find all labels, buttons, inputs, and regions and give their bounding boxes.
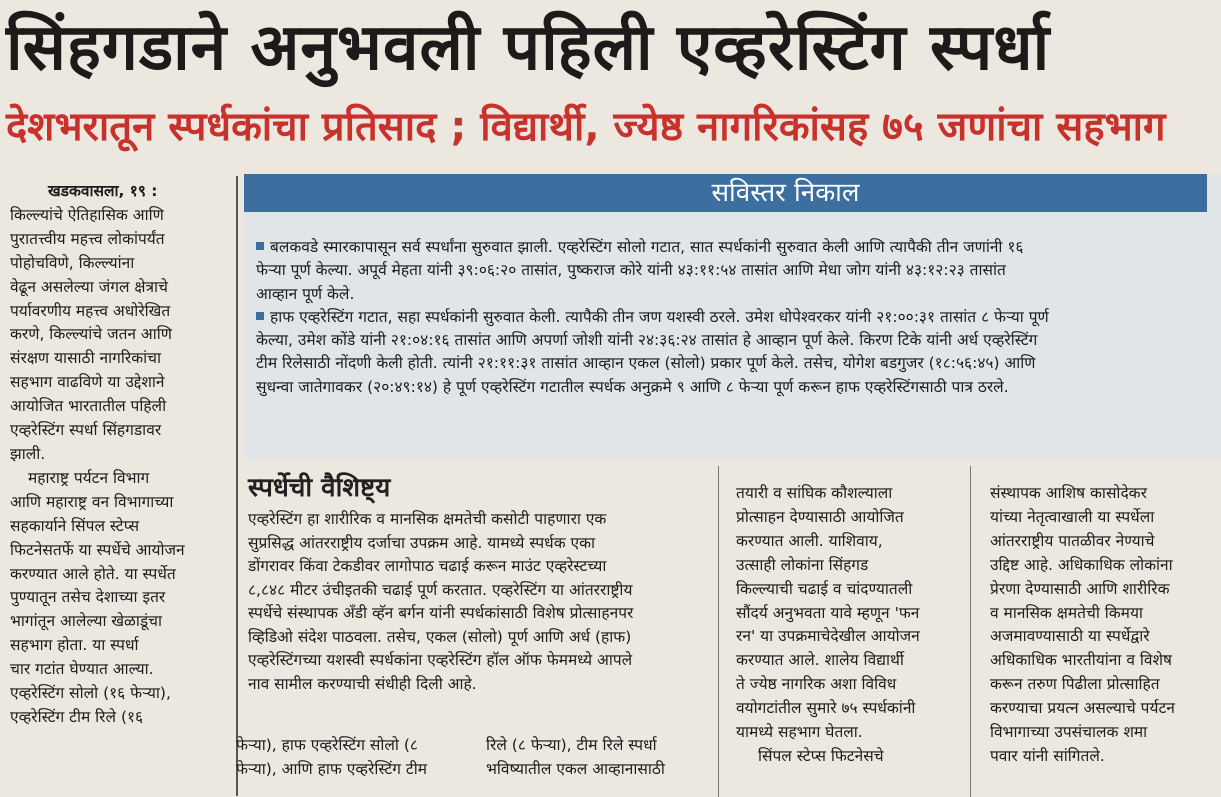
body-line: भविष्यातील एकल आव्हानासाठी: [486, 759, 665, 778]
headline: सिंहगडाने अनुभवली पहिली एव्हरेस्टिंग स्पर्धा: [6, 11, 1051, 85]
bottom-column-a: [236, 734, 456, 782]
body-line: फेऱ्या), हाफ एव्हरेस्टिंग सोलो (८: [236, 736, 418, 754]
results-line: टीम रिलेसाठी नोंदणी केली होती. त्यांनी २१:११:३१ तासांत आव्हान एकल (सोलो) प्रकार पूर्ण केले. तसेच, योगेश बडगुजर (१८:५६:४५) आणि: [256, 354, 1036, 373]
body-line: चार गटांत घेण्यात आल्या.: [10, 660, 154, 679]
body-line: रन' या उपक्रमाचेदेखील आयोजन: [736, 627, 920, 646]
subheadline: देशभरातून स्पर्धकांचा प्रतिसाद ; विद्यार्थी, ज्येष्ठ नागरिकांसह ७५ जणांचा सहभाग: [6, 104, 1166, 150]
left-column: [10, 180, 226, 730]
feature-line: स्पर्धेचे संस्थापक अँडी व्हॅन बर्गन यांनी स्पर्धकांसाठी विशेष प्रोत्साहनपर: [248, 604, 634, 622]
body-line: संस्थापक आशिष कासोदेकर: [990, 484, 1147, 502]
body-line: एव्हरेस्टिंग टीम रिले (१६: [10, 707, 144, 726]
body-line: आंतरराष्ट्रीय पातळीवर नेण्याचे: [990, 531, 1155, 550]
column-divider: [970, 466, 971, 797]
results-line: बलकवडे स्मारकापासून सर्व स्पर्धांना सुरुवात झाली. एव्हरेस्टिंग सोलो गटात, सात स्पर्धकांनी सुरुवात केली आणि त्यापैकी तीन जणांनी १६: [256, 236, 1186, 259]
body-line: रिले (८ फेऱ्या), टीम रिले स्पर्धा: [486, 736, 657, 754]
body-line: तयारी व सांघिक कौशल्याला: [736, 484, 893, 502]
body-line: वयोगटांतील सुमारे ७५ स्पर्धकांनी: [736, 699, 916, 718]
body-line: ते ज्येष्ठ नागरिक अशा विविध: [736, 675, 897, 694]
body-line: यांच्या नेतृत्वाखाली या स्पर्धेला: [990, 507, 1155, 526]
feature-line: व्हिडिओ संदेश पाठवला. तसेच, एकल (सोलो) पूर्ण आणि अर्ध (हाफ): [248, 627, 632, 646]
body-line: भागांतून आलेल्या खेळाडूंचा: [10, 612, 163, 631]
body-line: व मानसिक क्षमतेची किमया: [990, 603, 1143, 622]
body-line: यामध्ये सहभाग घेतला.: [736, 723, 863, 742]
column-divider: [718, 466, 719, 797]
body-line: संरक्षण यासाठी नागरिकांचा: [10, 349, 161, 368]
column-divider: [236, 176, 238, 796]
body-line: पुण्यातून तसेच देशाच्या इतर: [10, 588, 166, 607]
results-line: आव्हान पूर्ण केले.: [256, 284, 355, 303]
results-box-body: [256, 236, 1186, 399]
body-line: पर्यावरणीय महत्त्व अधोरेखित: [10, 301, 171, 320]
body-line: विभागाच्या उपसंचालक शमा: [990, 723, 1148, 742]
body-line: पवार यांनी सांगितले.: [990, 746, 1105, 765]
feature-line: ८,८४८ मीटर उंचीइतकी चढाई पूर्ण करतात. एव्हरेस्टिंग या आंतरराष्ट्रीय: [248, 580, 633, 599]
feature-line: एव्हरेस्टिंगच्या यशस्वी स्पर्धकांना एव्हरेस्टिंग हॉल ऑफ फेममध्ये आपले: [248, 651, 633, 669]
body-line: किल्ल्याची चढाई व चांदण्यातली: [736, 579, 913, 598]
bullet-square-icon: [256, 242, 264, 250]
body-line: करण्यात आले. शालेय विद्यार्थी: [736, 651, 904, 670]
results-line: हाफ एव्हरेस्टिंग गटात, सहा स्पर्धकांनी सुरुवात केली. त्यापैकी तीन जण यशस्वी ठरले. उमेश धोपेश्वरकर यांनी २१:००:३१ तासांत ८ फेऱ्या पूर्ण: [256, 306, 1186, 329]
feature-line: नाव सामील करण्याची संधीही दिली आहे.: [248, 674, 477, 693]
body-line: झाली.: [10, 444, 46, 463]
dateline: खडकवासला, १९ :: [48, 182, 158, 200]
results-line: सुधन्वा जातेगावकर (२०:४९:१४) हे पूर्ण एव्हरेस्टिंग गटातील स्पर्धक अनुक्रमे ९ आणि ८ फेऱ्या पूर्ण करून हाफ एव्हरेस्टिंगसाठी पात्र ठरले.: [256, 377, 1009, 396]
body-line: सहभाग होता. या स्पर्धा: [10, 636, 139, 655]
results-line: केल्या, उमेश कोंडे यांनी २१:०४:१६ तासांत आणि अपर्णा जोशी यांनी २४:३६:२४ तासांत हे आव्हान पूर्ण केले. किरण टिके यांनी अर्ध एव्हरेस्टिंग: [256, 331, 1038, 350]
body-line: करण्यात आली. याशिवाय,: [736, 531, 883, 550]
body-line: प्रोत्साहन देण्यासाठी आयोजित: [736, 507, 904, 526]
body-line: सहकार्याने सिंपल स्टेप्स: [10, 516, 140, 535]
body-line: पोहोचविणे, किल्ल्यांना: [10, 253, 135, 272]
results-line: फेऱ्या पूर्ण केल्या. अपूर्व मेहता यांनी ३९:०६:२० तासांत, पुष्कराज कोरे यांनी ४३:११:५४ तासांत आणि मेधा जोग यांनी ४३:१२:२३ तासांत: [256, 261, 1006, 280]
body-line: किल्ल्यांचे ऐतिहासिक आणि: [10, 205, 164, 224]
feature-body: [248, 508, 688, 696]
results-box-title: सविस्तर निकाल: [244, 174, 1207, 212]
body-line: सौंदर्य अनुभवता यावे म्हणून 'फन: [736, 603, 920, 622]
body-line: उत्साही लोकांना सिंहगड: [736, 555, 869, 574]
body-line: पुरातत्त्वीय महत्त्व लोकांपर्यंत: [10, 229, 165, 248]
body-line: प्रेरणा देण्यासाठी आणि शारीरिक: [990, 579, 1170, 598]
body-line: एव्हरेस्टिंग सोलो (१६ फेऱ्या),: [10, 684, 171, 703]
bullet-square-icon: [256, 312, 264, 320]
body-line: सहभाग वाढविणे या उद्देशाने: [10, 373, 165, 392]
body-line: अजमावण्यासाठी या स्पर्धेद्वारे: [990, 627, 1150, 646]
body-line: आणि महाराष्ट्र वन विभागाच्या: [10, 492, 174, 511]
body-line: अधिकाधिक भारतीयांना व विशेष: [990, 651, 1173, 670]
body-line: महाराष्ट्र पर्यटन विभाग: [28, 468, 150, 487]
body-line: उद्दिष्ट आहे. अधिकाधिक लोकांना: [990, 555, 1173, 574]
column-four: [990, 482, 1221, 769]
body-line: आयोजित भारतातील पहिली: [10, 397, 167, 416]
body-line: एव्हरेस्टिंग स्पर्धा सिंहगडावर: [10, 421, 162, 440]
feature-line: डोंगरावर किंवा टेकडीवर लागोपाठ चढाई करून माउंट एव्हरेस्टच्या: [248, 557, 607, 575]
body-line: वेढून असलेल्या जंगल क्षेत्राचे: [10, 277, 168, 296]
body-line: करण्यात आले होते. या स्पर्धेत: [10, 564, 176, 583]
body-line: सिंपल स्टेप्स फिटनेसचे: [758, 746, 884, 765]
column-three: [736, 482, 962, 769]
bottom-column-b: [486, 734, 706, 782]
body-line: करून तरुण पिढीला प्रोत्साहित: [990, 675, 1160, 694]
body-line: करणे, किल्ल्यांचे जतन आणि: [10, 325, 172, 344]
feature-title: स्पर्धेची वैशिष्ट्य: [248, 473, 391, 503]
feature-line: सुप्रसिद्ध आंतरराष्ट्रीय दर्जाचा उपक्रम आहे. यामध्ये स्पर्धक एका: [248, 533, 596, 552]
feature-line: एव्हरेस्टिंग हा शारीरिक व मानसिक क्षमतेची कसोटी पाहणारा एक: [248, 510, 607, 528]
body-line: फेऱ्या), आणि हाफ एव्हरेस्टिंग टीम: [236, 759, 427, 778]
body-line: फिटनेसतर्फे या स्पर्धेचे आयोजन: [10, 540, 185, 559]
body-line: करण्याचा प्रयत्न असल्याचे पर्यटन: [990, 699, 1175, 718]
